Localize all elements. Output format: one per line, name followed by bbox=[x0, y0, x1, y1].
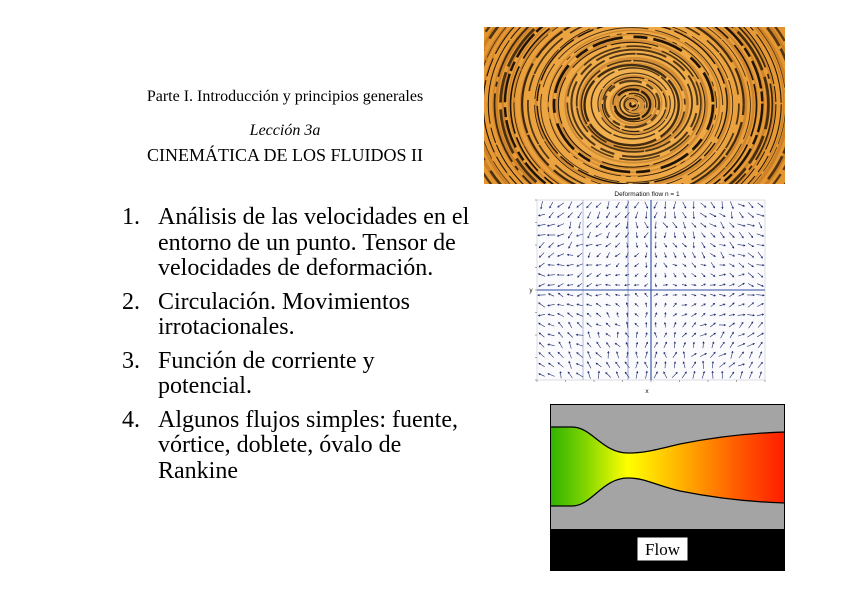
plot-title: Deformation flow n = 1 bbox=[614, 191, 680, 198]
lesson-title: CINEMÁTICA DE LOS FLUIDOS II bbox=[147, 145, 423, 165]
topic-number: 2. bbox=[122, 288, 140, 315]
y-axis-label: y bbox=[529, 287, 533, 294]
lesson-number: Lección 3a bbox=[249, 122, 321, 139]
topic-item bbox=[122, 205, 482, 282]
topic-text-line: potencial. bbox=[158, 373, 252, 399]
flow-label: Flow bbox=[645, 540, 680, 559]
x-axis-label: x bbox=[645, 388, 649, 395]
topic-text-line: velocidades de deformación. bbox=[158, 255, 434, 281]
topic-item bbox=[122, 349, 482, 400]
topic-item bbox=[122, 408, 482, 485]
nozzle-flow-diagram bbox=[550, 404, 785, 571]
topic-number: 3. bbox=[122, 347, 140, 374]
topic-text-line: entorno de un punto. Tensor de bbox=[158, 229, 456, 256]
topic-item bbox=[122, 290, 482, 341]
course-part-heading: Parte I. Introducción y principios generales bbox=[146, 88, 424, 105]
topic-text-line: Algunos flujos simples: fuente, bbox=[158, 406, 458, 433]
topic-text-line: Análisis de las velocidades en el bbox=[158, 204, 470, 230]
topic-list bbox=[122, 205, 482, 492]
topic-text-line: vórtice, doblete, óvalo de bbox=[158, 432, 402, 458]
topic-text-line: irrotacionales. bbox=[158, 314, 295, 340]
topic-number: 1. bbox=[122, 204, 140, 230]
topic-number: 4. bbox=[122, 406, 140, 433]
topic-text-line: Circulación. Movimientos bbox=[158, 288, 410, 315]
vortex-image bbox=[484, 27, 785, 184]
vector-field-plot bbox=[527, 188, 785, 398]
topic-text-line: Función de corriente y bbox=[158, 347, 375, 374]
topic-text-line: Rankine bbox=[158, 457, 238, 484]
